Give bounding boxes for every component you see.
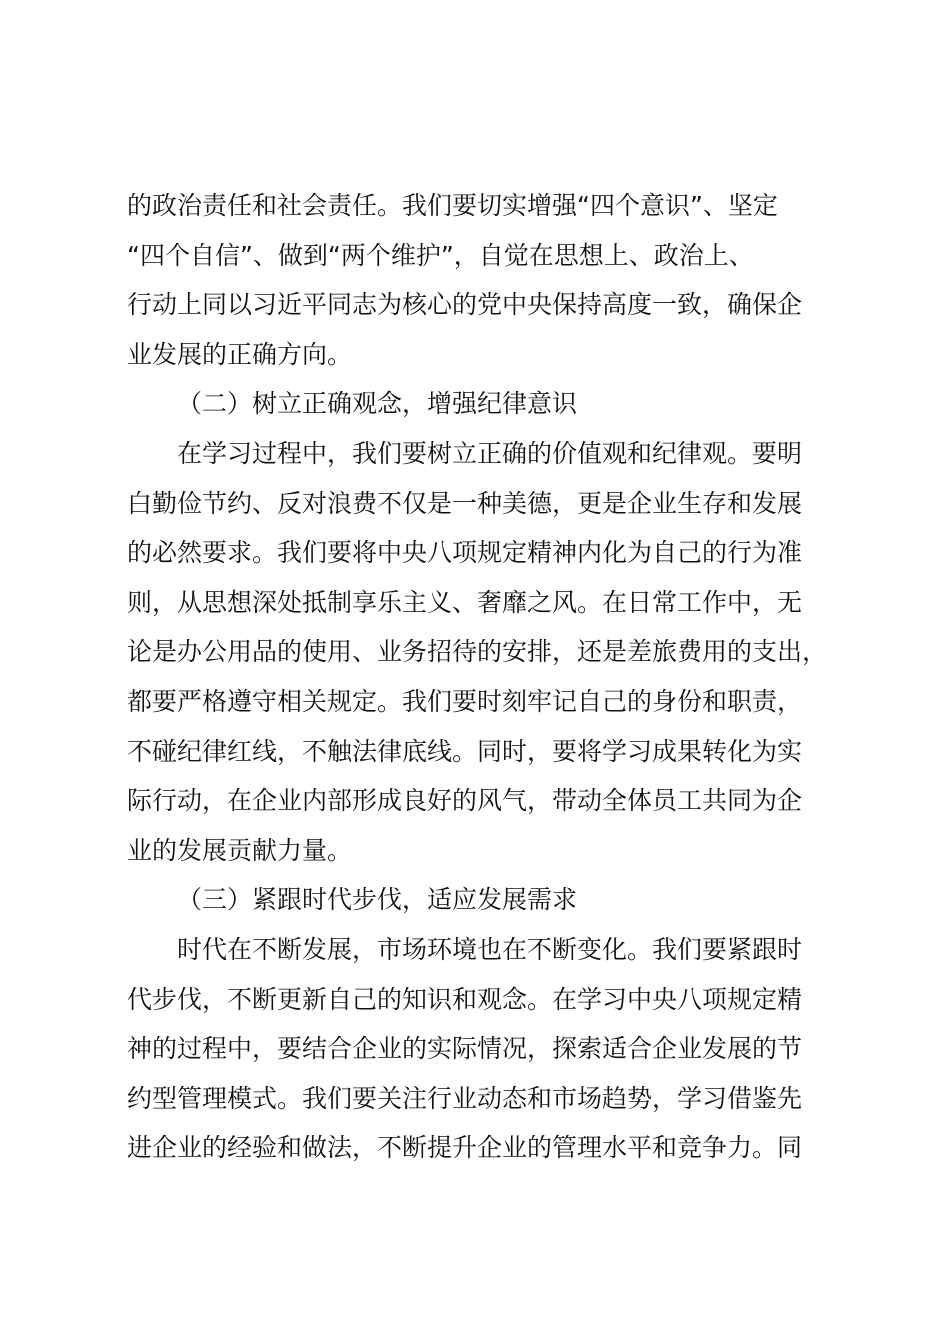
paragraph-first-line: 在学习过程中，我们要树立正确的价值观和纪律观。要明 (177, 438, 803, 468)
document-body (127, 181, 847, 1173)
paragraph-first-line: 时代在不断发展，市场环境也在不断变化。我们要紧跟时 (177, 934, 803, 964)
paragraph-line: 的必然要求。我们要将中央八项规定精神内化为自己的行为准 (127, 538, 803, 568)
paragraph-line: 行动上同以习近平同志为核心的党中央保持高度一致，确保企 (127, 290, 803, 320)
paragraph-line: 进企业的经验和做法，不断提升企业的管理水平和竞争力。同 (127, 1133, 803, 1163)
paragraph-line: 约型管理模式。我们要关注行业动态和市场趋势，学习借鉴先 (127, 1083, 803, 1113)
paragraph-line: 都要严格遵守相关规定。我们要时刻牢记自己的身份和职责， (127, 686, 803, 716)
paragraph-line: 代步伐，不断更新自己的知识和观念。在学习中央八项规定精 (127, 984, 803, 1014)
paragraph-line: “四个自信”、做到“两个维护”，自觉在思想上、政治上、 (127, 240, 754, 270)
paragraph-line: 业的发展贡献力量。 (127, 835, 353, 865)
section-heading: （三）紧跟时代步伐，适应发展需求 (177, 885, 578, 915)
paragraph-line: 神的过程中，要结合企业的实际情况，探索适合企业发展的节 (127, 1034, 803, 1064)
paragraph-line: 际行动，在企业内部形成良好的风气，带动全体员工共同为企 (127, 786, 803, 816)
paragraph-line: 论是办公用品的使用、业务招待的安排，还是差旅费用的支出， (127, 637, 828, 667)
paragraph-line: 的政治责任和社会责任。我们要切实增强“四个意识”、坚定 (127, 191, 778, 220)
paragraph-line: 则，从思想深处抵制享乐主义、奢靡之风。在日常工作中，无 (127, 587, 803, 617)
paragraph-line: 不碰纪律红线，不触法律底线。同时，要将学习成果转化为实 (127, 736, 803, 766)
paragraph-line: 白勤俭节约、反对浪费不仅是一种美德，更是企业生存和发展 (127, 488, 803, 518)
section-heading: （二）树立正确观念，增强纪律意识 (177, 389, 578, 419)
paragraph-line: 业发展的正确方向。 (127, 339, 353, 369)
